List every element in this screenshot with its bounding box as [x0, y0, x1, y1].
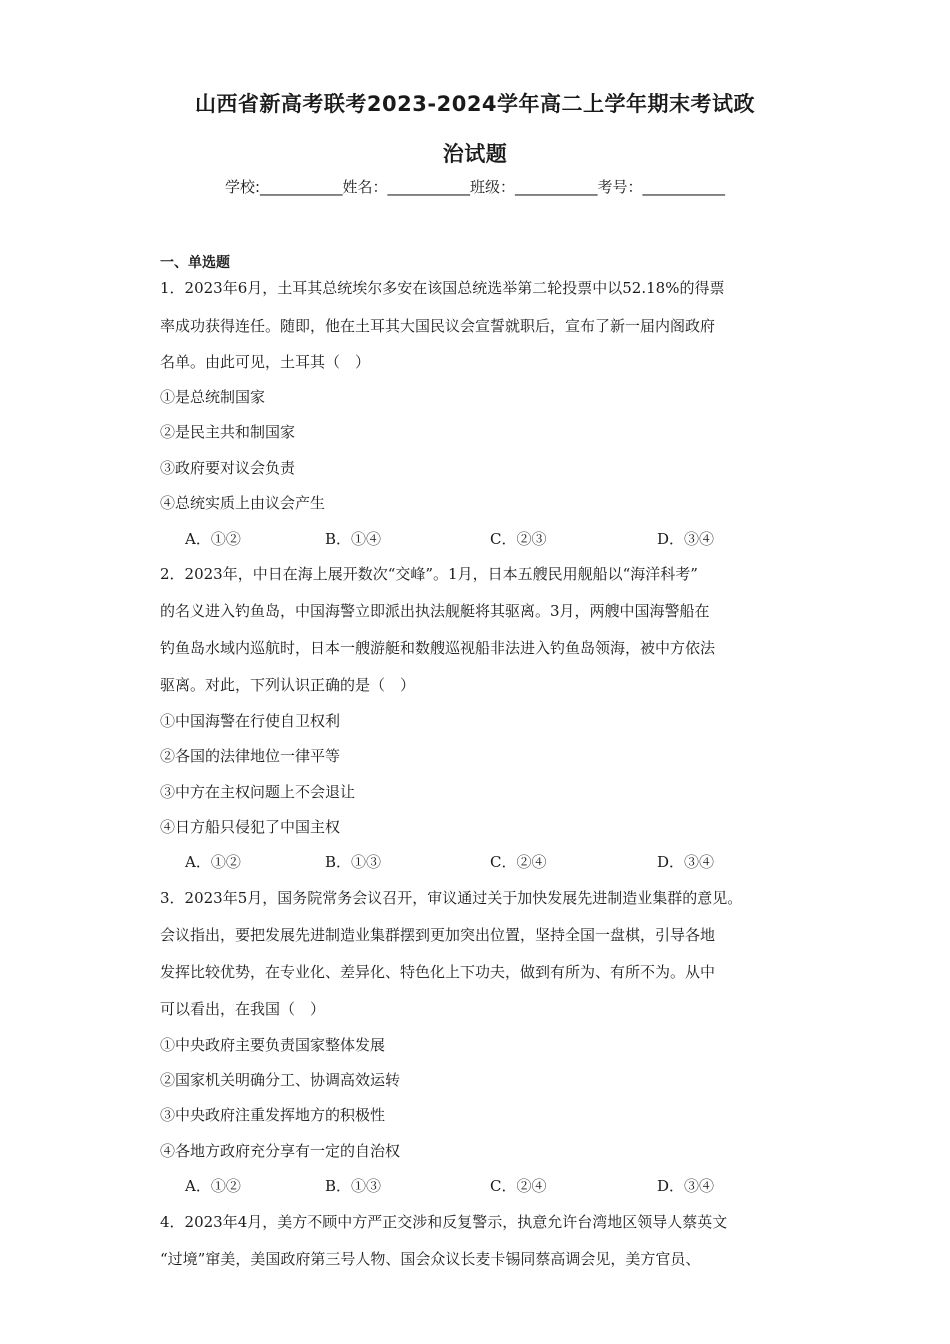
option-b[interactable]: B．①③ — [325, 853, 382, 871]
question-3-stem-line: 3．2023年5月，国务院常务会议召开，审议通过关于加快发展先进制造业集群的意见。 — [160, 889, 743, 907]
question-1-item: ③政府要对议会负责 — [160, 459, 296, 477]
section-title: 一、单选题 — [160, 255, 230, 271]
question-1-item: ④总统实质上由议会产生 — [160, 494, 326, 512]
document-title-line-2: 治试题 — [442, 142, 508, 166]
option-c[interactable]: C．②④ — [490, 1177, 547, 1195]
question-3-stem-line: 发挥比较优势，在专业化、差异化、特色化上下功夫，做到有所为、有所不为。从中 — [160, 963, 716, 981]
option-b[interactable]: B．①④ — [325, 530, 382, 548]
option-a[interactable]: A．①② — [185, 1177, 241, 1195]
question-1-item: ②是民主共和制国家 — [160, 423, 296, 441]
question-2-item: ②各国的法律地位一律平等 — [160, 747, 341, 765]
question-2-stem-line: 2．2023年，中日在海上展开数次“交峰”。1月，日本五艘民用舰船以“海洋科考” — [160, 565, 698, 583]
option-b[interactable]: B．①③ — [325, 1177, 382, 1195]
question-3-item: ④各地方政府充分享有一定的自治权 — [160, 1142, 401, 1160]
option-d[interactable]: D．③④ — [657, 530, 715, 548]
question-2-item: ③中方在主权问题上不会退让 — [160, 783, 356, 801]
student-info-line: 学校:___________姓名：___________班级：___________考号：___________ — [224, 178, 726, 196]
question-3-stem-line: 可以看出，在我国（ ） — [160, 1000, 326, 1018]
document-title-line-1: 山西省新高考联考2023-2024学年高二上学年期末考试政 — [194, 92, 756, 116]
question-1-item: ①是总统制国家 — [160, 388, 266, 406]
option-d[interactable]: D．③④ — [657, 853, 715, 871]
question-4-stem-line: “过境”窜美，美国政府第三号人物、国会众议长麦卡锡同蔡高调会见，美方官员、 — [160, 1250, 701, 1268]
question-3-item: ③中央政府注重发挥地方的积极性 — [160, 1106, 386, 1124]
question-3-item: ②国家机关明确分工、协调高效运转 — [160, 1071, 401, 1089]
question-4-stem-line: 4．2023年4月，美方不顾中方严正交涉和反复警示，执意允许台湾地区领导人蔡英文 — [160, 1213, 728, 1231]
question-1-stem-line: 率成功获得连任。随即，他在土耳其大国民议会宣誓就职后，宣布了新一届内阁政府 — [160, 317, 716, 335]
question-2-stem-line: 的名义进入钓鱼岛，中国海警立即派出执法舰艇将其驱离。3月，两艘中国海警船在 — [160, 602, 710, 620]
question-2-stem-line: 钓鱼岛水域内巡航时，日本一艘游艇和数艘巡视船非法进入钓鱼岛领海，被中方依法 — [160, 639, 716, 657]
option-a[interactable]: A．①② — [185, 853, 241, 871]
option-a[interactable]: A．①② — [185, 530, 241, 548]
question-3-item: ①中央政府主要负责国家整体发展 — [160, 1036, 386, 1054]
option-d[interactable]: D．③④ — [657, 1177, 715, 1195]
question-2-item: ④日方船只侵犯了中国主权 — [160, 818, 341, 836]
question-2-item: ①中国海警在行使自卫权利 — [160, 712, 341, 730]
question-3-stem-line: 会议指出，要把发展先进制造业集群摆到更加突出位置，坚持全国一盘棋，引导各地 — [160, 926, 716, 944]
question-2-stem-line: 驱离。对此，下列认识正确的是（ ） — [160, 676, 416, 694]
question-1-stem-line: 1．2023年6月，土耳其总统埃尔多安在该国总统选举第二轮投票中以52.18%的得票 — [160, 279, 725, 297]
option-c[interactable]: C．②④ — [490, 853, 547, 871]
option-c[interactable]: C．②③ — [490, 530, 547, 548]
question-1-stem-line: 名单。由此可见，土耳其（ ） — [160, 353, 371, 371]
